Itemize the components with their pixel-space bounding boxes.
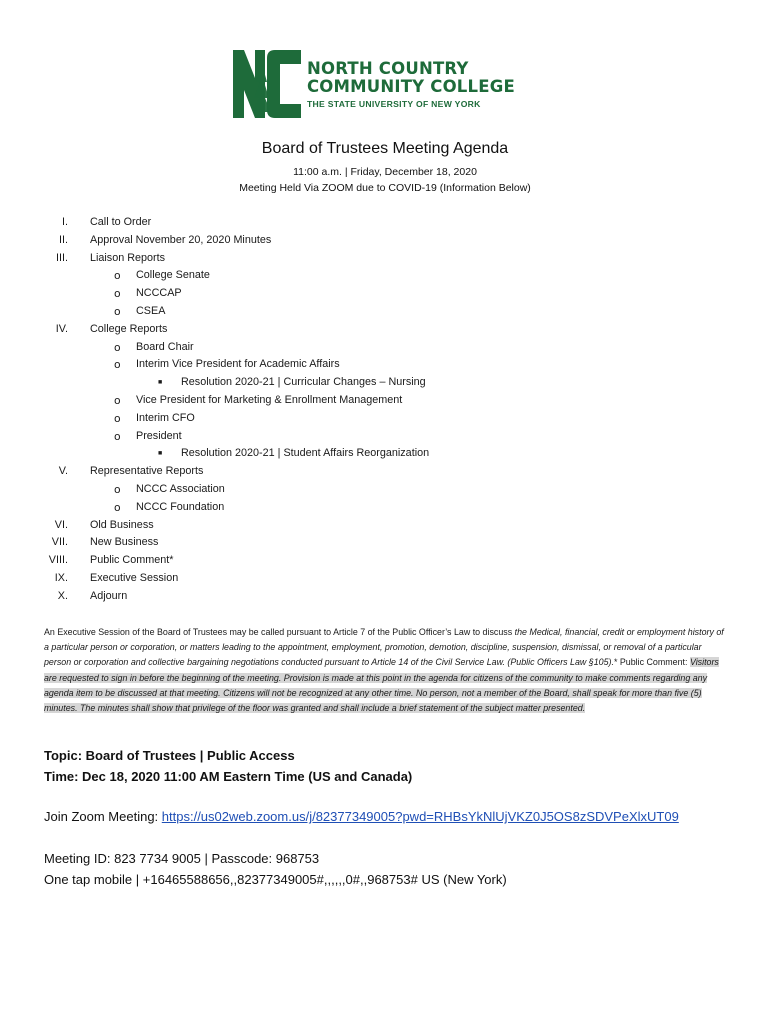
agenda-number: I. (62, 216, 68, 228)
page-title: Board of Trustees Meeting Agenda (261, 140, 509, 157)
agenda-sublabel: Vice President for Marketing & Enrollment Management (136, 393, 403, 406)
agenda-sublabel: NCCC Foundation (136, 500, 225, 513)
agenda-sublabel: Board Chair (136, 340, 194, 353)
agenda-number: II. (59, 233, 68, 246)
bullet-icon: o (114, 304, 121, 318)
agenda-number: IV. (55, 322, 68, 335)
agenda-sublabel: President (136, 429, 182, 442)
agenda-item (0, 517, 770, 535)
agenda-number: VI. (54, 518, 68, 531)
agenda-label: Approval November 20, 2020 Minutes (90, 233, 272, 246)
agenda-label: New Business (90, 536, 159, 549)
agenda-number: VII. (51, 536, 68, 549)
agenda-item (0, 214, 770, 232)
agenda-list (0, 214, 770, 606)
logo-tagline: THE STATE UNIVERSITY OF NEW YORK (307, 99, 481, 109)
agenda-subitem (0, 285, 770, 303)
agenda-label: Adjourn (90, 589, 128, 602)
agenda-number: X. (57, 589, 68, 602)
agenda-label: Old Business (90, 518, 154, 531)
meeting-time: 11:00 a.m. | Friday, December 18, 2020 (293, 166, 477, 178)
agenda-sublabel: College Senate (136, 269, 210, 282)
zoom-join-line (44, 809, 744, 824)
bullet-icon: o (114, 358, 121, 372)
agenda-item (0, 570, 770, 588)
zoom-join-link[interactable]: https://us02web.zoom.us/j/82377349005?pwd=RHBsYkNlUjVKZ0J5OS8zSDVPeXlxUT09 (161, 809, 679, 824)
nc-monogram-icon (231, 48, 305, 120)
bullet-icon: o (114, 429, 121, 443)
meeting-venue: Meeting Held Via ZOOM due to COVID-19 (Information Below) (239, 182, 531, 194)
logo-name-line2: COMMUNITY COLLEGE (307, 77, 515, 96)
agenda-item (0, 552, 770, 570)
agenda-item (0, 534, 770, 552)
exec-italic-law: (Public Officers Law §105). (504, 657, 614, 668)
square-bullet-icon: ■ (158, 379, 163, 387)
agenda-subsubitem (0, 445, 770, 463)
agenda-label: Executive Session (90, 571, 179, 584)
zoom-meeting-id: Meeting ID: 823 7734 9005 | Passcode: 968753 (44, 851, 320, 866)
public-comment-label: * Public Comment: (613, 657, 690, 668)
agenda-sublabel: NCCCAP (136, 287, 182, 300)
agenda-subitem (0, 303, 770, 321)
college-logo (231, 48, 551, 120)
agenda-label: Representative Reports (90, 465, 204, 478)
bullet-icon: o (114, 269, 121, 283)
agenda-subsubitem (0, 374, 770, 392)
logo-name-line1: NORTH COUNTRY (307, 59, 469, 78)
agenda-subitem (0, 356, 770, 374)
exec-intro: An Executive Session of the Board of Trustees may be called pursuant to Article 7 of the Public Officer’s Law to discuss (44, 627, 515, 637)
agenda-subitem (0, 392, 770, 410)
public-comment-text: Visitors are requested to sign in before the beginning of the meeting. Provision is made at this point in the agenda for citizens of the community to make comments regarding any agenda item to be discussed at that meeting. Citizens will not be recognized at any other time. No person, not a member of the Board, shall speak for more than five (5) minutes. The minutes shall show that privilege of the floor was granted and shall include a brief statement of the subject matter presented. (44, 657, 719, 714)
agenda-resolution: Resolution 2020-21 | Curricular Changes – Nursing (181, 376, 426, 389)
agenda-subitem (0, 339, 770, 357)
agenda-sublabel: NCCC Association (136, 482, 225, 495)
agenda-number: IX. (54, 571, 68, 584)
agenda-item (0, 232, 770, 250)
bullet-icon: o (114, 411, 121, 425)
zoom-join-label: Join Zoom Meeting: (44, 809, 162, 824)
agenda-sublabel: Interim Vice President for Academic Affairs (136, 358, 340, 371)
agenda-item (0, 250, 770, 268)
zoom-one-tap: One tap mobile | +16465588656,,82377349005#,,,,,,0#,,968753# US (New York) (44, 872, 507, 887)
agenda-sublabel: CSEA (136, 304, 166, 317)
agenda-item (0, 321, 770, 339)
bullet-icon: o (114, 500, 121, 514)
agenda-subitem (0, 499, 770, 517)
exec-italic-conditions: the Medical, financial, credit or employment history of a particular person or corporation, or matters leading to the appointment, employment, promotion, demotion, discipline, suspension, dismissal, or removal of a particular person or corporation and collective bargaining negotiations conducted pursuant to Article 14 of the Civil Service Law. (44, 627, 724, 668)
agenda-number: V. (58, 465, 68, 478)
agenda-label: Call to Order (90, 216, 152, 228)
executive-session-notice (44, 625, 728, 716)
agenda-subitem (0, 410, 770, 428)
agenda-resolution: Resolution 2020-21 | Student Affairs Reorganization (181, 447, 430, 460)
agenda-item (0, 463, 770, 481)
agenda-number: III. (56, 251, 68, 264)
agenda-sublabel: Interim CFO (136, 411, 195, 424)
bullet-icon: o (114, 393, 121, 407)
agenda-number: VIII. (48, 554, 68, 567)
agenda-label: Liaison Reports (90, 251, 166, 264)
zoom-time: Time: Dec 18, 2020 11:00 AM Eastern Time (US and Canada) (44, 769, 413, 784)
agenda-subitem (0, 267, 770, 285)
zoom-topic: Topic: Board of Trustees | Public Access (44, 748, 295, 763)
agenda-subitem (0, 428, 770, 446)
agenda-label: Public Comment* (90, 554, 174, 567)
bullet-icon: o (114, 287, 121, 301)
bullet-icon: o (114, 340, 121, 354)
square-bullet-icon: ■ (158, 450, 163, 458)
bullet-icon: o (114, 482, 121, 496)
agenda-label: College Reports (90, 322, 168, 335)
agenda-item (0, 588, 770, 606)
agenda-subitem (0, 481, 770, 499)
